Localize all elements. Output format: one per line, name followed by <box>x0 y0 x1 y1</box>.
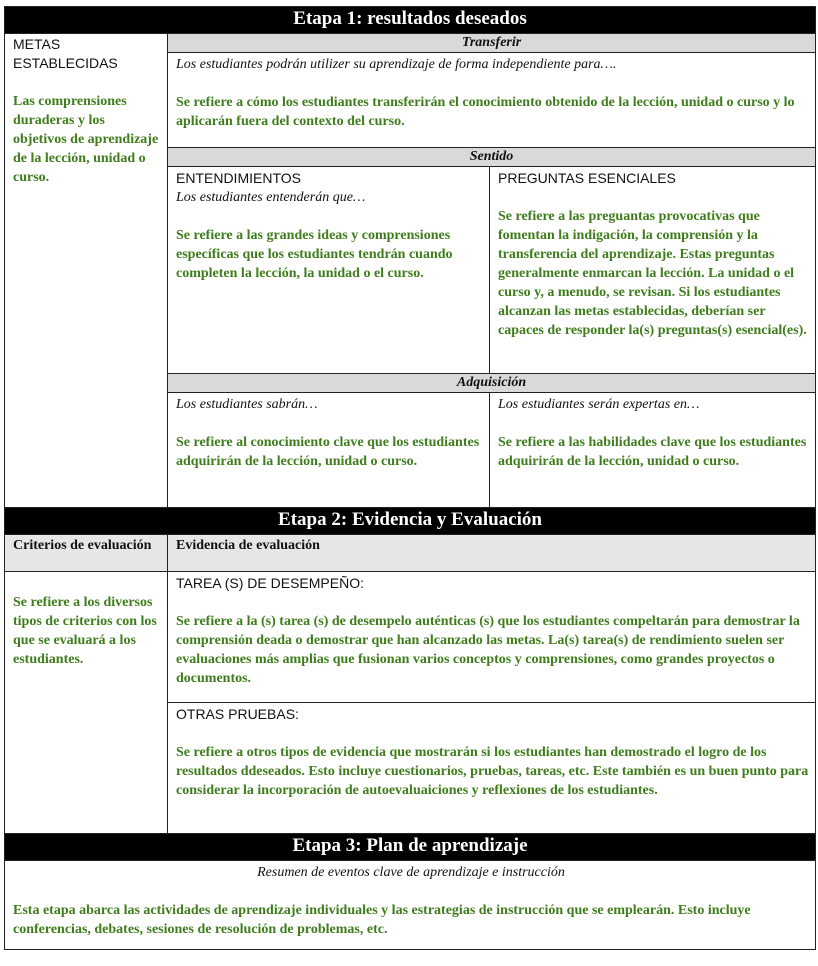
performance-task-description: Se refiere a la (s) tarea (s) de desempelo auténticas (s) que los estudiantes compeltarán para demostrar la comprensión deada o demostrar que han alcanzado las metas. La(s) tarea(s) de rendimiento suelen ser evaluaciones más amplias que fusionan varios conceptos y comprensiones, como grandes proyectos o documentos. <box>176 614 800 686</box>
essential-questions-cell <box>490 167 816 374</box>
stage2-header: Etapa 2: Evidencia y Evaluación <box>5 508 816 535</box>
know-prompt: Los estudiantes sabrán… <box>176 397 318 412</box>
know-description: Se refiere al conocimiento clave que los estudiantes adquirirán de la lección, unidad o curso. <box>176 435 480 469</box>
skilled-cell <box>490 393 816 508</box>
criteria-heading-cell <box>5 535 168 572</box>
evidence-heading-cell <box>168 535 816 572</box>
other-evidence-heading: OTRAS PRUEBAS: <box>176 706 299 722</box>
understandings-prompt: Los estudiantes entenderán que… <box>176 190 366 205</box>
essential-questions-heading: PREGUNTAS ESENCIALES <box>498 170 676 186</box>
essential-questions-description: Se refiere a las preguantas provocativas que fomentan la indigación, la comprensión y la transferencia del aprendizaje. Estas preguntas generalmente enmarcan la lección. La unidad o el curso y, a menudo, se revisan. Si los estudiantes alcanzan las metas establecidas, deberían ser capaces de responder la(s) preguntas(s) esencial(es). <box>498 209 807 338</box>
understandings-description: Se refiere a las grandes ideas y comprensiones específicas que los estudiantes tendrán cuando completen la lección, la unidad o el curso. <box>176 228 453 281</box>
stage3-header: Etapa 3: Plan de aprendizaje <box>5 834 816 861</box>
transfer-prompt: Los estudiantes podrán utilizer su aprendizaje de forma independiente para…. <box>176 57 617 72</box>
learning-plan-cell <box>5 861 816 950</box>
stage1-header: Etapa 1: resultados deseados <box>5 7 816 34</box>
ubd-table <box>4 6 816 950</box>
skilled-description: Se refiere a las habilidades clave que los estudiantes adquirirán de la lección, unidad o curso. <box>498 435 807 469</box>
evidence-heading: Evidencia de evaluación <box>176 538 320 553</box>
criteria-description: Se refiere a los diversos tipos de criterios con los que se evaluará a los estudiantes. <box>13 595 157 667</box>
know-cell <box>168 393 490 508</box>
goals-heading: METAS ESTABLECIDAS <box>13 36 118 71</box>
transfer-cell <box>168 53 816 148</box>
transfer-description: Se refiere a cómo los estudiantes transferirán el conocimiento obtenido de la lección, unidad o curso y lo aplicarán fuera del contexto del curso. <box>176 95 795 129</box>
acquisition-heading: Adquisición <box>168 374 816 393</box>
criteria-heading: Criterios de evaluación <box>13 538 152 553</box>
criteria-cell <box>5 572 168 834</box>
learning-plan-subtitle: Resumen de eventos clave de aprendizaje e instrucción <box>257 865 565 880</box>
meaning-heading: Sentido <box>168 148 816 167</box>
understandings-cell <box>168 167 490 374</box>
skilled-prompt: Los estudiantes serán expertas en… <box>498 397 700 412</box>
understandings-heading: ENTENDIMIENTOS <box>176 170 301 186</box>
performance-task-heading: TAREA (S) DE DESEMPEÑO: <box>176 575 364 591</box>
learning-plan-description: Esta etapa abarca las actividades de aprendizaje individuales y las estrategias de instrucción que se emplearán. Esto incluye conferencias, debates, sesiones de resolución de problemas, etc. <box>13 903 751 937</box>
ubd-planning-template <box>4 6 815 963</box>
transfer-heading: Transferir <box>168 34 816 53</box>
goals-description: Las comprensiones duraderas y los objetivos de aprendizaje de la lección, unidad o curso. <box>13 94 159 185</box>
goals-cell <box>5 34 168 508</box>
other-evidence-description: Se refiere a otros tipos de evidencia que mostrarán si los estudiantes han demostrado el logro de los resultados ddeseados. Esto incluye cuestionarios, pruebas, tareas, etc. Este también es un buen punto para considerar la incorporación de autoevaluaiciones y reflexiones de los estudiantes. <box>176 745 809 798</box>
performance-task-cell <box>168 572 816 703</box>
other-evidence-cell <box>168 703 816 834</box>
